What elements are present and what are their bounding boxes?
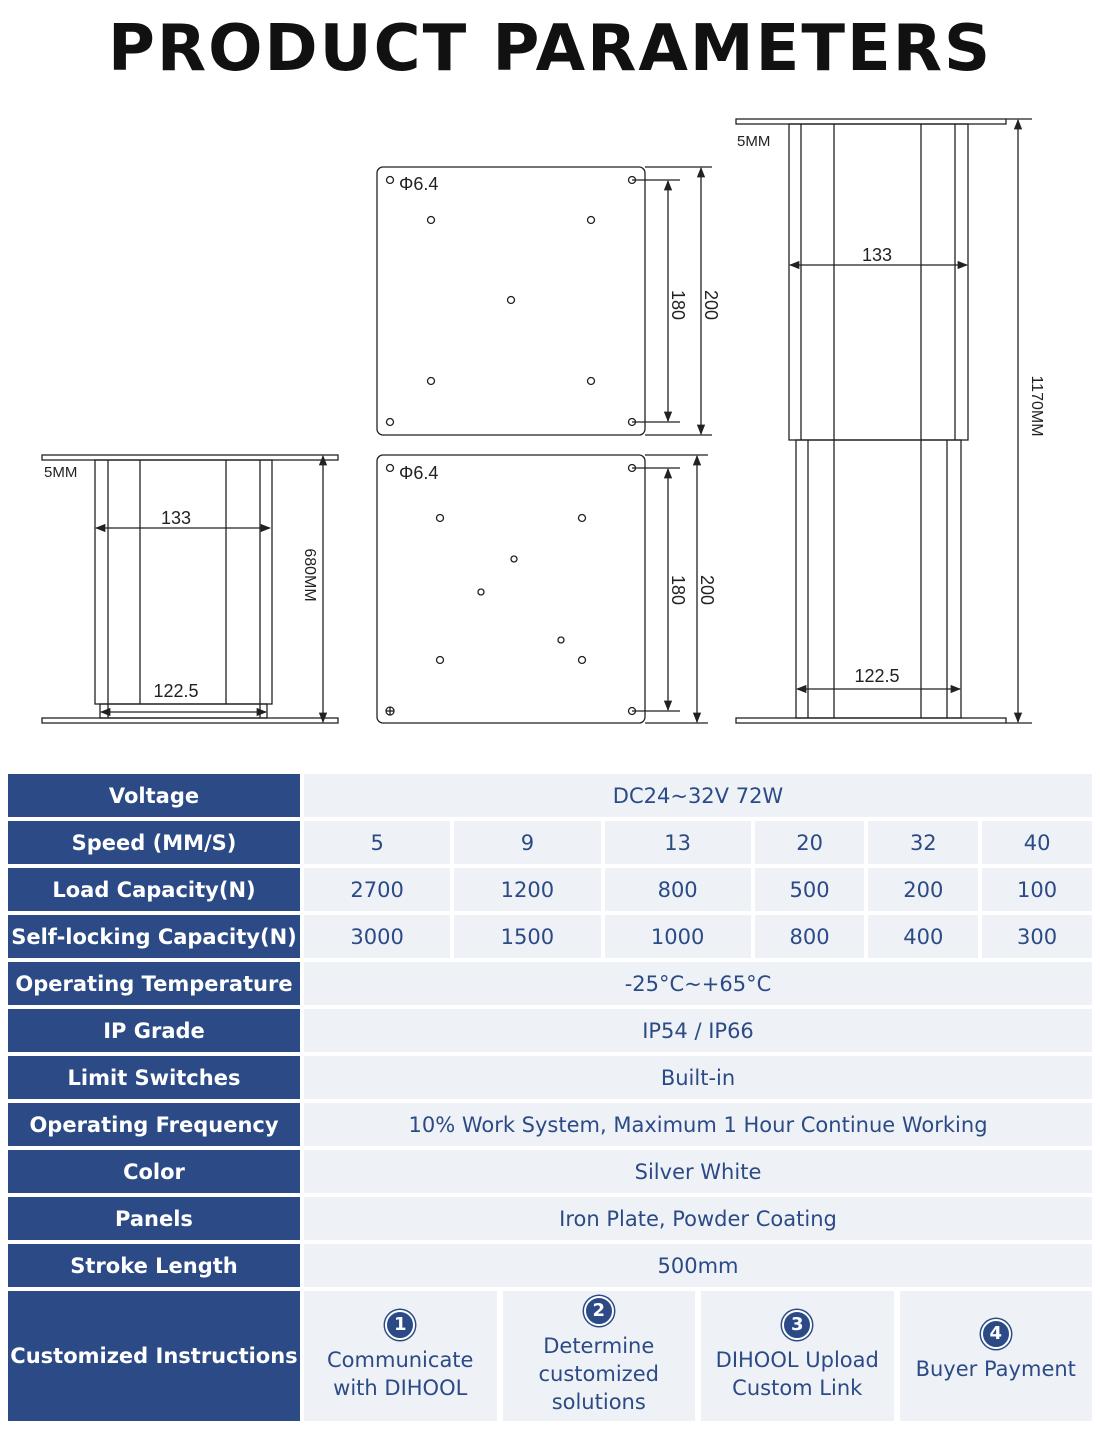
spec-label: Panels bbox=[8, 1197, 300, 1240]
spec-value: 400 bbox=[868, 915, 978, 958]
spec-label: Speed (MM/S) bbox=[8, 821, 300, 864]
spec-value: 1000 bbox=[605, 915, 751, 958]
spec-value: 800 bbox=[755, 915, 865, 958]
left-height-label: 680MM bbox=[301, 548, 318, 602]
spec-value: 1200 bbox=[454, 868, 600, 911]
spec-label: Voltage bbox=[8, 774, 300, 817]
spec-value: 500mm bbox=[304, 1244, 1092, 1287]
spec-value: Silver White bbox=[304, 1150, 1092, 1193]
spec-value: 40 bbox=[982, 821, 1092, 864]
spec-row-speed bbox=[8, 821, 1092, 864]
spec-label: Operating Temperature bbox=[8, 962, 300, 1005]
spec-table bbox=[8, 770, 1092, 1425]
custom-step bbox=[900, 1291, 1093, 1421]
spec-label: Operating Frequency bbox=[8, 1103, 300, 1146]
spec-value: 13 bbox=[605, 821, 751, 864]
right-height-label: 1170MM bbox=[1028, 375, 1045, 437]
spec-label: Customized Instructions bbox=[8, 1291, 300, 1421]
step-number-icon: 2 bbox=[584, 1296, 614, 1326]
spec-row-load bbox=[8, 868, 1092, 911]
bottom-plate-inner-label: 180 bbox=[668, 574, 688, 606]
left-width-top-label: 133 bbox=[160, 508, 192, 528]
spec-value: -25°C~+65°C bbox=[304, 962, 1092, 1005]
spec-value: 1500 bbox=[454, 915, 600, 958]
spec-row-custom bbox=[8, 1291, 1092, 1421]
spec-value: 2700 bbox=[304, 868, 450, 911]
spec-value: 3000 bbox=[304, 915, 450, 958]
step-text: Buyer Payment bbox=[915, 1357, 1076, 1381]
spec-value: 10% Work System, Maximum 1 Hour Continue Working bbox=[304, 1103, 1092, 1146]
left-width-bottom-label: 122.5 bbox=[153, 681, 199, 701]
step-number-icon: 3 bbox=[782, 1310, 812, 1340]
spec-row-color bbox=[8, 1150, 1092, 1193]
spec-value: 20 bbox=[755, 821, 865, 864]
bottom-plate-drawing bbox=[377, 455, 708, 723]
spec-value: 300 bbox=[982, 915, 1092, 958]
bottom-plate-hole-label: Φ6.4 bbox=[399, 463, 439, 483]
custom-step bbox=[701, 1291, 894, 1421]
spec-label: Load Capacity(N) bbox=[8, 868, 300, 911]
spec-value: DC24~32V 72W bbox=[304, 774, 1092, 817]
spec-value: 200 bbox=[868, 868, 978, 911]
spec-value: 32 bbox=[868, 821, 978, 864]
spec-value: Iron Plate, Powder Coating bbox=[304, 1197, 1092, 1240]
right-width-bottom-label: 122.5 bbox=[854, 666, 900, 686]
spec-value: 9 bbox=[454, 821, 600, 864]
spec-value: 800 bbox=[605, 868, 751, 911]
top-plate-hole-label: Φ6.4 bbox=[399, 174, 439, 194]
spec-row-voltage bbox=[8, 774, 1092, 817]
step-text: DIHOOL Upload Custom Link bbox=[715, 1348, 879, 1400]
spec-value: Built-in bbox=[304, 1056, 1092, 1099]
spec-row-limit-switches bbox=[8, 1056, 1092, 1099]
spec-label: Stroke Length bbox=[8, 1244, 300, 1287]
left-plate-thickness-label: 5MM bbox=[44, 464, 78, 481]
spec-row-ip-grade bbox=[8, 1009, 1092, 1052]
custom-step bbox=[304, 1291, 497, 1421]
spec-row-frequency bbox=[8, 1103, 1092, 1146]
technical-drawing bbox=[0, 100, 1100, 740]
spec-row-stroke bbox=[8, 1244, 1092, 1287]
right-width-top-label: 133 bbox=[861, 245, 893, 265]
spec-label: IP Grade bbox=[8, 1009, 300, 1052]
right-plate-thickness-label: 5MM bbox=[737, 133, 771, 150]
top-plate-drawing bbox=[377, 167, 712, 435]
step-number-icon: 4 bbox=[981, 1319, 1011, 1349]
bottom-plate-outer-label: 200 bbox=[697, 574, 717, 606]
page-title: PRODUCT PARAMETERS bbox=[107, 12, 993, 86]
spec-value: 100 bbox=[982, 868, 1092, 911]
spec-value: 500 bbox=[755, 868, 865, 911]
spec-value: 5 bbox=[304, 821, 450, 864]
spec-label: Limit Switches bbox=[8, 1056, 300, 1099]
step-text: Determine customized solutions bbox=[538, 1334, 659, 1414]
custom-step bbox=[503, 1291, 696, 1421]
spec-label: Color bbox=[8, 1150, 300, 1193]
spec-row-panels bbox=[8, 1197, 1092, 1240]
spec-label: Self-locking Capacity(N) bbox=[8, 915, 300, 958]
custom-steps bbox=[304, 1291, 1092, 1421]
step-number-icon: 1 bbox=[385, 1310, 415, 1340]
step-text: Communicate with DIHOOL bbox=[327, 1348, 474, 1400]
top-plate-inner-label: 180 bbox=[668, 289, 688, 321]
spec-row-self-locking bbox=[8, 915, 1092, 958]
spec-row-temperature bbox=[8, 962, 1092, 1005]
top-plate-outer-label: 200 bbox=[701, 289, 721, 321]
right-column-drawing bbox=[736, 119, 1032, 723]
spec-value: IP54 / IP66 bbox=[304, 1009, 1092, 1052]
